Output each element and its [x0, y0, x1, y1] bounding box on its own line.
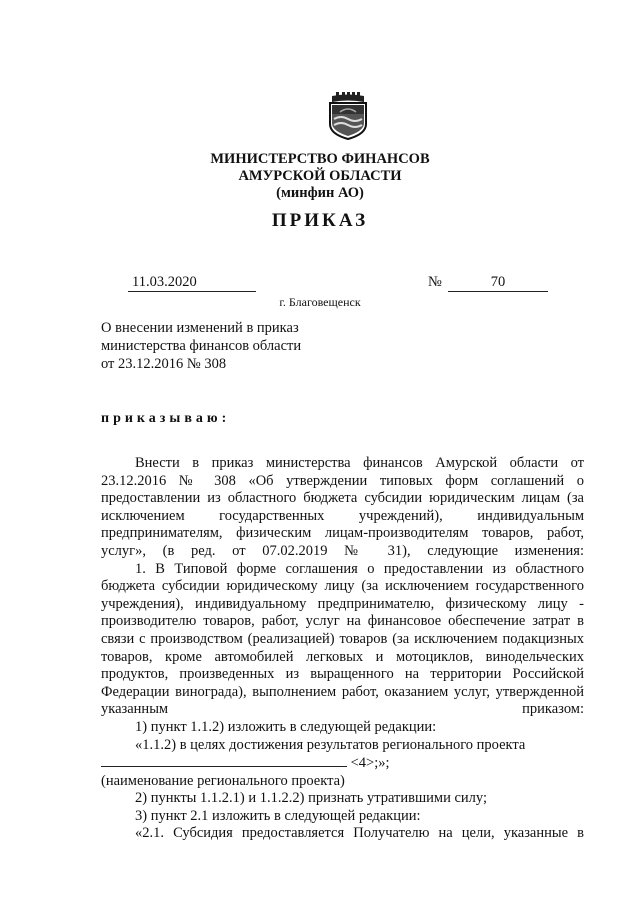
subject-line3: от 23.12.2016 № 308	[101, 356, 227, 372]
subject-line1: О внесении изменений в приказ	[101, 320, 299, 336]
number-sign: №	[428, 274, 442, 290]
paragraph-item-1: 1. В Типовой форме соглашения о предоставлении из областного бюджета субсидии юридическому лицу (за исключением государственного учреждения), индивидуальному предпринимателю, физическому лицу - производителю товаров, работ, услуг на финансовое обеспечение затрат в связи с производством (реализацией) товаров (за исключением подакцизных товаров, кроме автомобилей легковых и мотоциклов, винодельческих продуктов, произведенных из выращенного на территории Российской Федерации винограда), выполнением работ, оказанием услуг, утвержденной указанным приказом:	[101, 560, 584, 718]
paragraph-subitem-3: 3) пункт 2.1 изложить в следующей редакции:	[135, 807, 421, 824]
city-name: г. Благовещенск	[279, 295, 361, 309]
paragraph-quote-112: «1.1.2) в целях достижения результатов регионального проекта	[135, 736, 526, 753]
orders-word: приказываю:	[101, 411, 231, 426]
subject-line2: министерства финансов области	[101, 338, 302, 354]
coat-of-arms-emblem	[326, 92, 370, 140]
document-type-title: ПРИКАЗ	[271, 210, 369, 231]
order-subject	[101, 319, 301, 373]
order-body	[101, 455, 584, 843]
paragraph-caption: (наименование регионального проекта)	[101, 772, 345, 789]
paragraph-blank-line	[101, 754, 584, 773]
paragraph-subitem-1: 1) пункт 1.1.2) изложить в следующей редакции:	[135, 718, 437, 735]
ministry-name-line2: АМУРСКОЙ ОБЛАСТИ	[238, 168, 402, 184]
ministry-abbreviation: (минфин АО)	[276, 185, 364, 201]
blank-fill-line	[101, 754, 347, 767]
paragraph-main: Внести в приказ министерства финансов Амурской области от 23.12.2016 № 308 «Об утверждении типовых форм соглашений о предоставлении из областного бюджета субсидии юридическим лицам (за исключением государственных учреждений), индивидуальным предпринимателям, физическим лицам-производителям товаров, работ, услуг», (в ред. от 07.02.2019 № 31), следующие изменения:	[101, 455, 584, 559]
ministry-name-line1: МИНИСТЕРСТВО ФИНАНСОВ	[210, 151, 430, 167]
paragraph-subitem-2: 2) пункты 1.1.2.1) и 1.1.2.2) признать утратившими силу;	[135, 790, 487, 807]
paragraph-quote-21: «2.1. Субсидия предоставляется Получателю на цели, указанные в	[135, 825, 584, 842]
order-date: 11.03.2020	[128, 274, 256, 292]
footnote-ref: <4>;»;	[350, 755, 390, 772]
ministry-name	[0, 151, 640, 202]
order-number: 70	[448, 274, 548, 292]
